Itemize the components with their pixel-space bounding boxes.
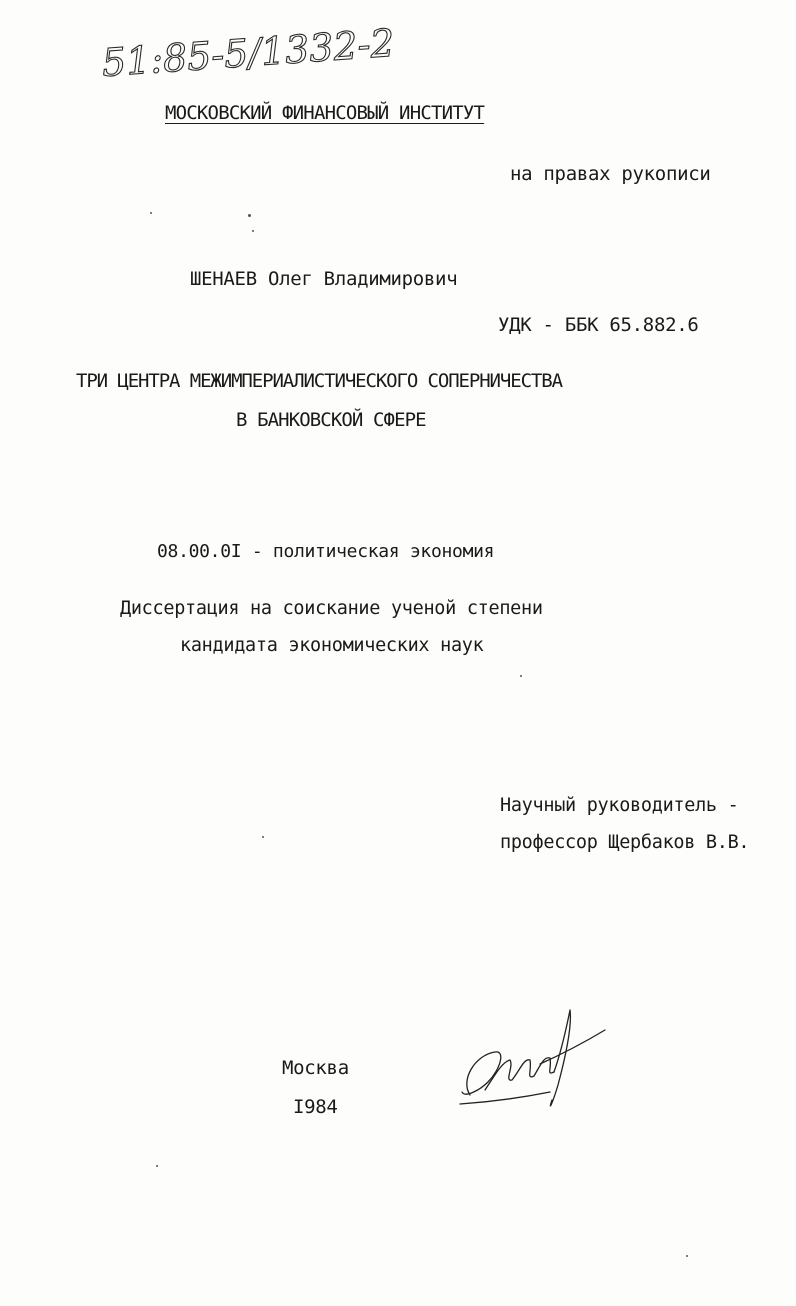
manuscript-rights-note: на правах рукописи [510,163,711,185]
author-name: ШЕНАЕВ Олег Владимирович [190,268,458,290]
supervisor-label: Научный руководитель - [500,795,739,816]
scan-speck [248,214,251,217]
year: I984 [293,1096,338,1118]
scan-speck [150,212,152,214]
dissertation-title-line-1: ТРИ ЦЕНТРА МЕЖИМПЕРИАЛИСТИЧЕСКОГО СОПЕРНИЧЕСТВА [76,370,562,392]
degree-statement-line-1: Диссертация на соискание ученой степени [120,598,543,619]
city: Москва [282,1057,349,1079]
specialty-code: 08.00.0I - политическая экономия [157,541,495,562]
svg-text:51:85-5/1332-2: 51:85-5/1332-2 [100,20,396,86]
supervisor-name: профессор Щербаков В.В. [500,832,750,853]
scan-speck [262,836,264,838]
degree-statement-line-2: кандидата экономических наук [180,635,484,656]
scan-speck [686,1255,688,1257]
scan-speck [520,675,522,677]
handwritten-signature [440,1000,620,1120]
institute-name: МОСКОВСКИЙ ФИНАНСОВЫЙ ИНСТИТУТ [165,102,485,124]
handwritten-archive-number [98,18,408,88]
udk-code: УДК - ББК 65.882.6 [498,314,699,336]
dissertation-title-line-2: В БАНКОВСКОЙ СФЕРЕ [236,409,426,431]
scan-speck [252,230,254,232]
scan-speck [156,1165,158,1167]
